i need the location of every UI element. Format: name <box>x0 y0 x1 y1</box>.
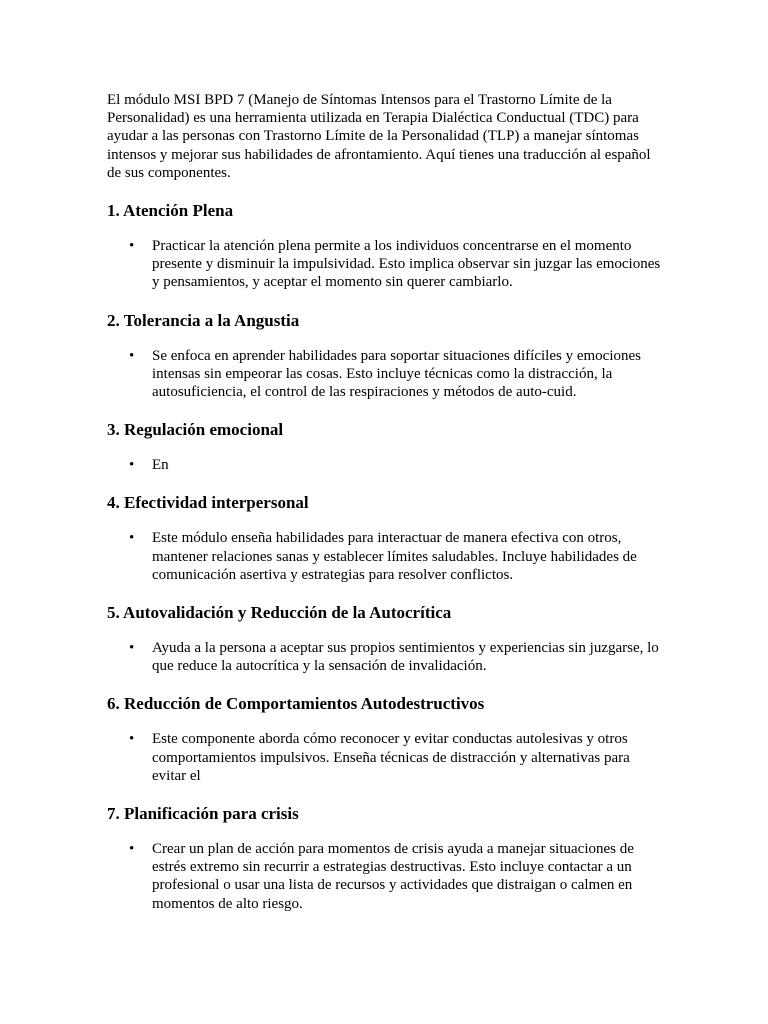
bullet-icon: • <box>129 457 135 474</box>
bullet-icon: • <box>129 238 135 255</box>
bullet-icon: • <box>129 841 135 858</box>
section-heading-3: 3. Regulación emocional <box>107 420 284 440</box>
section-bullet-7 <box>129 840 667 913</box>
section-bullet-text-2: Se enfoca en aprender habilidades para soportar situaciones difíciles y emociones intensas sin empeorar las cosas. Esto incluye técnicas como la distracción, la autosuficiencia, el control de las respiraciones y métodos de auto-cuid. <box>152 347 641 401</box>
section-heading-6: 6. Reducción de Comportamientos Autodestructivos <box>107 694 485 714</box>
bullet-icon: • <box>129 731 135 748</box>
section-list-5 <box>107 639 667 675</box>
bullet-icon: • <box>129 530 135 547</box>
section-list-4 <box>107 529 667 584</box>
intro-paragraph: El módulo MSI BPD 7 (Manejo de Síntomas Intensos para el Trastorno Límite de la Personalidad) es una herramienta utilizada en Terapia Dialéctica Conductual (TDC) para ayudar a las personas con Trastorno Límite de la Personalidad (TLP) a manejar síntomas intensos y mejorar sus habilidades de afrontamiento. Aquí tienes una traducción al español de sus componentes. <box>107 92 651 181</box>
bullet-icon: • <box>129 347 135 364</box>
section-heading-1: 1. Atención Plena <box>107 201 234 221</box>
section-heading-7: 7. Planificación para crisis <box>107 804 299 824</box>
section-bullet-text-6: Este componente aborda cómo reconocer y evitar conductas autolesivas y otros comportamientos impulsivos. Enseña técnicas de distracción y alternativas para evitar el <box>152 731 630 784</box>
section-bullet-2 <box>129 347 667 402</box>
section-bullet-3 <box>129 456 667 474</box>
section-bullet-text-4: Este módulo enseña habilidades para interactuar de manera efectiva con otros, mantener relaciones sanas y establecer límites saludables. Incluye habilidades de comunicación asertiva y estrategias para resolver conflictos. <box>152 530 637 583</box>
section-bullet-text-7: Crear un plan de acción para momentos de crisis ayuda a manejar situaciones de estrés extremo sin recurrir a estrategias destructivas. Esto incluye contactar a un profesional o usar una lista de recursos y actividades que distraigan o calmen en momentos de alto riesgo. <box>152 841 634 912</box>
section-heading-2: 2. Tolerancia a la Angustia <box>107 310 300 330</box>
document-page <box>107 91 667 913</box>
section-bullet-1 <box>129 237 667 292</box>
section-heading-5: 5. Autovalidación y Reducción de la Autocrítica <box>107 603 452 623</box>
section-list-1 <box>107 237 667 292</box>
section-bullet-5 <box>129 639 667 675</box>
section-bullet-4 <box>129 529 667 584</box>
section-bullet-text-3: En <box>152 457 169 474</box>
section-list-2 <box>107 347 667 402</box>
section-bullet-text-5: Ayuda a la persona a aceptar sus propios sentimientos y experiencias sin juzgarse, lo que reduce la autocrítica y la sensación de invalidación. <box>152 640 659 675</box>
section-list-7 <box>107 840 667 913</box>
bullet-icon: • <box>129 640 135 657</box>
section-bullet-6 <box>129 730 667 785</box>
section-list-6 <box>107 730 667 785</box>
section-heading-4: 4. Efectividad interpersonal <box>107 493 309 513</box>
section-bullet-text-1: Practicar la atención plena permite a los individuos concentrarse en el momento presente y disminuir la impulsividad. Esto implica observar sin juzgar las emociones y pensamientos, y aceptar el momento sin querer cambiarlo. <box>152 238 661 291</box>
section-list-3 <box>107 456 667 474</box>
